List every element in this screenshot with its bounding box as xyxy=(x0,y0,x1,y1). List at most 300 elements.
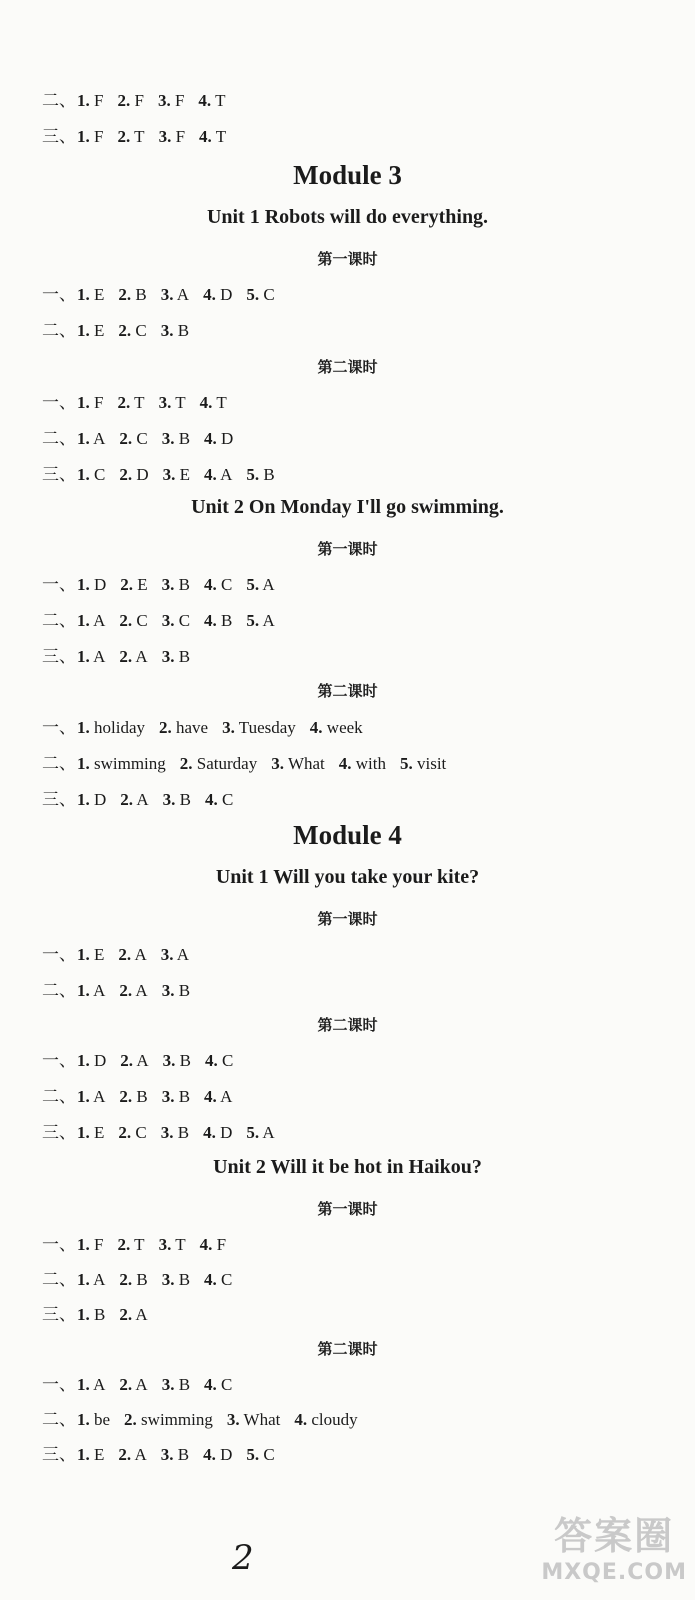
answer-line xyxy=(42,1440,289,1465)
answer-line xyxy=(42,785,247,810)
answer-item xyxy=(162,647,190,667)
question-number: 4. xyxy=(199,393,213,412)
answer-value: D xyxy=(220,285,233,304)
answer-item xyxy=(77,1375,105,1395)
answer-value: B xyxy=(135,285,147,304)
answer-value: B xyxy=(221,611,233,630)
lesson-title: 第二课时 xyxy=(317,1340,378,1358)
answer-item xyxy=(77,754,166,774)
question-number: 2. xyxy=(120,575,134,594)
question-number: 2. xyxy=(117,91,131,110)
answer-value: E xyxy=(94,1445,105,1464)
section-prefix: 一、 xyxy=(42,1375,76,1394)
answer-line xyxy=(42,570,289,595)
lesson-title: 第一课时 xyxy=(317,1200,378,1218)
answer-value: A xyxy=(93,647,106,666)
watermark-bottom: MXQE.COM xyxy=(541,1560,687,1585)
question-number: 4. xyxy=(198,91,212,110)
answer-item xyxy=(310,718,363,738)
answer-item xyxy=(77,981,105,1001)
answer-value: T xyxy=(175,393,186,412)
question-number: 2. xyxy=(119,1087,133,1106)
section-prefix: 二、 xyxy=(42,1270,76,1289)
answer-line xyxy=(42,713,377,738)
answer-value: F xyxy=(216,1235,227,1254)
section-prefix: 一、 xyxy=(42,1235,76,1254)
answer-value: A xyxy=(135,647,148,666)
section-prefix: 三、 xyxy=(42,1123,76,1142)
lesson-title: 第一课时 xyxy=(317,910,378,928)
answer-value: D xyxy=(94,1051,107,1070)
question-number: 2. xyxy=(119,611,133,630)
answer-line xyxy=(42,1230,240,1255)
question-number: 2. xyxy=(118,1445,132,1464)
answer-value: C xyxy=(221,790,234,809)
answer-value: C xyxy=(263,285,275,304)
section-prefix: 一、 xyxy=(42,718,76,737)
question-number: 1. xyxy=(77,1410,90,1429)
answer-value: What xyxy=(243,1410,281,1429)
answer-item xyxy=(158,91,184,111)
question-number: 2. xyxy=(124,1410,137,1429)
answer-line xyxy=(42,460,289,485)
answer-item xyxy=(77,1445,104,1465)
answer-item xyxy=(77,465,105,485)
question-number: 1. xyxy=(77,1270,90,1289)
answer-item xyxy=(77,91,103,111)
answer-line xyxy=(42,424,247,449)
question-number: 3. xyxy=(161,647,175,666)
answer-value: cloudy xyxy=(311,1410,358,1429)
answer-value: with xyxy=(355,754,386,773)
question-number: 1. xyxy=(77,91,90,110)
answer-value: B xyxy=(178,1375,191,1394)
question-number: 2. xyxy=(119,647,133,666)
question-number: 3. xyxy=(161,1270,175,1289)
answer-item xyxy=(77,790,106,810)
question-number: 4. xyxy=(204,1270,217,1289)
answer-value: F xyxy=(94,91,104,110)
question-number: 3. xyxy=(162,1051,176,1070)
answer-line xyxy=(42,280,289,305)
answer-value: A xyxy=(176,285,190,304)
question-number: 1. xyxy=(77,429,90,448)
unit-title: Unit 1 Robots will do everything. xyxy=(206,206,489,228)
answer-item xyxy=(162,575,190,595)
question-number: 1. xyxy=(77,1235,90,1254)
answer-value: A xyxy=(176,945,190,964)
answer-item xyxy=(159,127,185,147)
question-number: 1. xyxy=(77,1087,90,1106)
question-number: 2. xyxy=(120,1051,134,1070)
answer-line xyxy=(42,749,460,774)
answer-value: A xyxy=(136,1051,149,1070)
answer-item xyxy=(246,285,274,305)
answer-value: B xyxy=(177,1445,190,1464)
question-number: 1. xyxy=(77,1123,90,1142)
answer-value: A xyxy=(93,1270,106,1289)
unit-title: Unit 1 Will you take your kite? xyxy=(215,866,480,888)
answer-value: B xyxy=(263,465,275,484)
answer-value: F xyxy=(174,91,185,110)
question-number: 4. xyxy=(294,1410,308,1429)
answer-line xyxy=(42,388,241,413)
answer-item xyxy=(204,1375,232,1395)
answer-value: T xyxy=(134,1235,145,1254)
answer-item xyxy=(162,1087,190,1107)
answer-item xyxy=(246,611,274,631)
answer-item xyxy=(161,285,189,305)
question-number: 1. xyxy=(77,1375,90,1394)
answer-item xyxy=(161,1445,189,1465)
answer-value: C xyxy=(221,1270,233,1289)
answer-line xyxy=(42,1118,289,1143)
question-number: 3. xyxy=(161,429,175,448)
question-number: 4. xyxy=(338,754,352,773)
question-number: 2. xyxy=(117,393,131,412)
answer-item xyxy=(204,611,232,631)
question-number: 2. xyxy=(119,1375,133,1394)
answer-item xyxy=(246,575,274,595)
question-number: 4. xyxy=(203,285,216,304)
question-number: 3. xyxy=(161,611,175,630)
answer-value: A xyxy=(134,945,147,964)
answer-item xyxy=(198,91,225,111)
question-number: 3. xyxy=(160,285,174,304)
answer-value: F xyxy=(94,393,104,412)
section-prefix: 二、 xyxy=(42,429,76,448)
question-number: 3. xyxy=(160,1445,174,1464)
answer-item xyxy=(118,321,146,341)
section-prefix: 二、 xyxy=(42,321,76,340)
answer-item xyxy=(118,285,146,305)
answer-item xyxy=(77,1305,105,1325)
answer-value: E xyxy=(179,465,191,484)
answer-item xyxy=(77,1235,103,1255)
answer-value: A xyxy=(262,575,275,594)
answer-value: E xyxy=(137,575,148,594)
answer-item xyxy=(77,393,103,413)
answer-value: E xyxy=(94,321,105,340)
answer-item xyxy=(77,1087,105,1107)
answer-item xyxy=(200,393,227,413)
answer-value: B xyxy=(178,1270,191,1289)
answer-value: T xyxy=(175,1235,186,1254)
question-number: 3. xyxy=(162,790,176,809)
answer-value: A xyxy=(262,1123,275,1142)
answer-item xyxy=(204,575,232,595)
question-number: 2. xyxy=(119,429,133,448)
answer-value: swimming xyxy=(94,754,166,773)
question-number: 4. xyxy=(199,127,212,146)
answer-value: A xyxy=(135,1305,148,1324)
answer-line xyxy=(42,1370,246,1395)
answer-value: T xyxy=(134,127,145,146)
answer-line xyxy=(42,1300,162,1325)
answer-value: C xyxy=(136,429,148,448)
answer-line xyxy=(42,1405,372,1430)
question-number: 5. xyxy=(246,1445,260,1464)
answer-item xyxy=(77,321,104,341)
answer-value: be xyxy=(94,1410,111,1429)
lesson-title: 第二课时 xyxy=(317,358,378,376)
question-number: 3. xyxy=(158,127,172,146)
question-number: 3. xyxy=(161,1375,175,1394)
answer-item xyxy=(222,718,296,738)
answer-value: A xyxy=(93,429,106,448)
answer-item xyxy=(77,1270,105,1290)
answer-value: C xyxy=(178,611,191,630)
answer-item xyxy=(204,1087,232,1107)
answer-item xyxy=(120,790,148,810)
section-prefix: 二、 xyxy=(42,754,76,773)
question-number: 5. xyxy=(246,285,260,304)
question-number: 2. xyxy=(119,1305,133,1324)
answer-value: D xyxy=(221,429,234,448)
answer-item xyxy=(246,1123,274,1143)
answer-value: C xyxy=(135,321,147,340)
section-prefix: 三、 xyxy=(42,1305,76,1324)
watermark-top: 答案圈 xyxy=(554,1514,675,1558)
answer-line xyxy=(42,1082,246,1107)
answer-item xyxy=(77,647,105,667)
question-number: 5. xyxy=(246,575,260,594)
answer-value: week xyxy=(326,718,363,737)
answer-value: F xyxy=(94,1235,104,1254)
answer-value: D xyxy=(220,1445,233,1464)
answer-value: A xyxy=(93,611,106,630)
answer-value: B xyxy=(179,1051,191,1070)
answer-item xyxy=(199,127,226,147)
lesson-title: 第二课时 xyxy=(317,682,378,700)
question-number: 2. xyxy=(119,981,133,1000)
question-number: 2. xyxy=(179,754,193,773)
answer-item xyxy=(227,1410,281,1430)
question-number: 5. xyxy=(246,465,260,484)
unit-title: Unit 2 On Monday I'll go swimming. xyxy=(191,496,504,518)
answer-item xyxy=(163,790,191,810)
answer-line xyxy=(42,976,204,1001)
answer-value: What xyxy=(287,754,325,773)
answer-item xyxy=(124,1410,213,1430)
question-number: 1. xyxy=(77,1445,90,1464)
answer-item xyxy=(159,1235,186,1255)
answer-item xyxy=(77,127,103,147)
answer-item xyxy=(77,1123,104,1143)
answer-item xyxy=(77,575,106,595)
answer-item xyxy=(203,285,232,305)
answer-value: swimming xyxy=(141,1410,213,1429)
question-number: 1. xyxy=(77,285,90,304)
question-number: 3. xyxy=(157,91,171,110)
answer-item xyxy=(203,1123,232,1143)
section-prefix: 二、 xyxy=(42,1410,76,1429)
answer-item xyxy=(119,429,147,449)
question-number: 4. xyxy=(204,465,217,484)
question-number: 1. xyxy=(77,321,90,340)
answer-item xyxy=(117,127,144,147)
section-prefix: 二、 xyxy=(42,611,76,630)
answer-item xyxy=(162,981,190,1001)
section-prefix: 三、 xyxy=(42,465,76,484)
answer-item xyxy=(117,1235,144,1255)
answer-line xyxy=(42,940,203,965)
question-number: 4. xyxy=(203,1445,216,1464)
section-prefix: 三、 xyxy=(42,1445,76,1464)
answer-item xyxy=(339,754,386,774)
answer-item xyxy=(161,321,189,341)
section-prefix: 三、 xyxy=(42,127,76,146)
answer-value: B xyxy=(136,1270,148,1289)
lesson-title: 第二课时 xyxy=(317,1016,378,1034)
answer-item xyxy=(162,611,190,631)
answer-value: C xyxy=(221,1375,233,1394)
question-number: 2. xyxy=(117,127,131,146)
answer-item xyxy=(205,790,233,810)
question-number: 5. xyxy=(400,754,413,773)
answer-value: E xyxy=(94,945,105,964)
answer-value: A xyxy=(136,790,149,809)
answer-value: B xyxy=(178,981,191,1000)
answer-item xyxy=(180,754,257,774)
answer-item xyxy=(205,1051,233,1071)
answer-value: D xyxy=(136,465,149,484)
answer-line xyxy=(42,316,203,341)
section-prefix: 一、 xyxy=(42,575,76,594)
answer-item xyxy=(400,754,446,774)
answer-item xyxy=(120,575,147,595)
answer-item xyxy=(77,1051,106,1071)
answer-item xyxy=(77,718,145,738)
question-number: 1. xyxy=(77,1051,90,1070)
answer-item xyxy=(77,285,104,305)
question-number: 3. xyxy=(161,1087,175,1106)
answer-value: F xyxy=(134,91,144,110)
question-number: 3. xyxy=(158,1235,172,1254)
answer-value: visit xyxy=(417,754,447,773)
question-number: 4. xyxy=(203,1123,216,1142)
question-number: 3. xyxy=(222,718,235,737)
question-number: 3. xyxy=(161,981,175,1000)
question-number: 4. xyxy=(309,718,323,737)
question-number: 4. xyxy=(204,611,217,630)
question-number: 2. xyxy=(118,1123,132,1142)
answer-value: B xyxy=(136,1087,148,1106)
question-number: 5. xyxy=(246,1123,260,1142)
answer-item xyxy=(162,1375,190,1395)
answer-value: T xyxy=(215,91,226,110)
answer-item xyxy=(119,611,147,631)
question-number: 1. xyxy=(77,465,90,484)
answer-item xyxy=(163,465,190,485)
answer-value: B xyxy=(94,1305,106,1324)
answer-value: D xyxy=(94,575,107,594)
answer-value: D xyxy=(220,1123,233,1142)
answer-item xyxy=(161,1123,189,1143)
answer-value: A xyxy=(93,1375,106,1394)
question-number: 2. xyxy=(117,1235,131,1254)
question-number: 1. xyxy=(77,790,90,809)
answer-value: Tuesday xyxy=(238,718,296,737)
answer-value: T xyxy=(215,127,227,146)
question-number: 2. xyxy=(159,718,172,737)
answer-value: F xyxy=(175,127,186,146)
answer-line xyxy=(42,86,240,111)
answer-value: B xyxy=(177,321,190,340)
question-number: 2. xyxy=(118,285,132,304)
answer-item xyxy=(117,91,143,111)
question-number: 1. xyxy=(77,127,90,146)
question-number: 4. xyxy=(204,1087,217,1106)
question-number: 1. xyxy=(77,1305,90,1324)
answer-value: C xyxy=(135,1123,147,1142)
question-number: 1. xyxy=(77,945,90,964)
answer-value: B xyxy=(178,575,191,594)
answer-value: B xyxy=(177,1123,190,1142)
answer-item xyxy=(119,1305,147,1325)
question-number: 3. xyxy=(160,1123,174,1142)
answer-item xyxy=(117,393,144,413)
question-number: 4. xyxy=(199,1235,213,1254)
question-number: 3. xyxy=(161,575,175,594)
answer-value: C xyxy=(136,611,148,630)
answer-item xyxy=(159,718,208,738)
answer-value: holiday xyxy=(94,718,145,737)
answer-item xyxy=(203,1445,232,1465)
question-number: 5. xyxy=(246,611,260,630)
question-number: 4. xyxy=(204,575,217,594)
answer-line xyxy=(42,1265,246,1290)
answer-item xyxy=(161,945,189,965)
section-prefix: 二、 xyxy=(42,981,76,1000)
question-number: 2. xyxy=(120,790,134,809)
answer-value: A xyxy=(134,1445,147,1464)
answer-item xyxy=(200,1235,226,1255)
page-number: 2 xyxy=(232,1538,254,1578)
section-prefix: 二、 xyxy=(42,91,76,110)
answer-line xyxy=(42,642,204,667)
question-number: 3. xyxy=(160,321,174,340)
question-number: 2. xyxy=(118,945,132,964)
answer-item xyxy=(204,465,232,485)
answer-item xyxy=(119,981,147,1001)
answer-item xyxy=(118,1445,146,1465)
question-number: 3. xyxy=(160,945,174,964)
answer-line xyxy=(42,606,289,631)
answer-value: A xyxy=(262,611,275,630)
unit-title: Unit 2 Will it be hot in Haikou? xyxy=(213,1156,482,1178)
answer-item xyxy=(77,1410,110,1430)
section-prefix: 一、 xyxy=(42,285,76,304)
answer-value: B xyxy=(179,790,191,809)
section-prefix: 三、 xyxy=(42,647,76,666)
question-number: 2. xyxy=(118,321,132,340)
answer-item xyxy=(246,1445,274,1465)
answer-item xyxy=(119,647,147,667)
answer-value: C xyxy=(221,575,233,594)
question-number: 4. xyxy=(204,1375,217,1394)
question-number: 1. xyxy=(77,718,90,737)
lesson-title: 第一课时 xyxy=(317,250,378,268)
answer-value: T xyxy=(134,393,145,412)
question-number: 3. xyxy=(158,393,172,412)
section-prefix: 一、 xyxy=(42,393,76,412)
section-prefix: 三、 xyxy=(42,790,76,809)
question-number: 1. xyxy=(77,981,90,1000)
question-number: 1. xyxy=(77,393,90,412)
answer-value: B xyxy=(178,647,191,666)
answer-value: C xyxy=(221,1051,234,1070)
